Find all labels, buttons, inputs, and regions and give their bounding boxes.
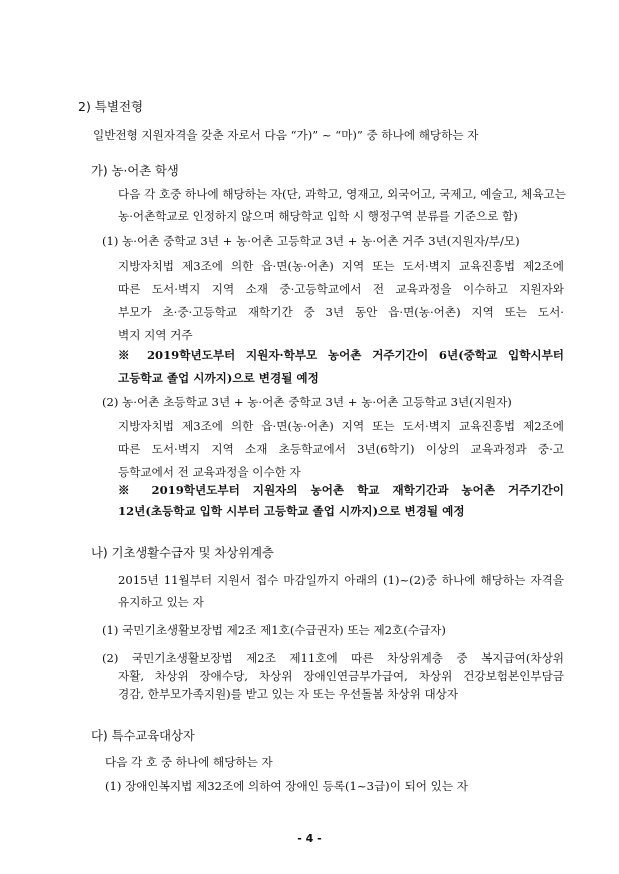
low-income-item-2-line-1: (2) 국민기초생활보장법 제2조 제11호에 따른 차상위계층 중 복지급여(차상위 [102,651,564,665]
eligibility-sentence: 일반전형 지원자격을 갖춘 자로서 다음 “가)” ~ “마)” 중 하나에 해당하는 자 [93,128,479,142]
low-income-intro-2: 유지하고 있는 자 [118,595,204,609]
special-education-intro: 다음 각 호 중 하나에 해당하는 자 [105,755,273,769]
page-number: - 4 - [297,832,322,845]
rural-item-2-desc-1: 지방자치법 제3조에 의한 읍·면(농·어촌) 지역 또는 도서·벽지 교육진흥법 제2조에 [118,419,564,433]
low-income-item-1: (1) 국민기초생활보장법 제2조 제1호(수급권자) 또는 제2호(수급자) [102,623,446,637]
subsection-heading-rural: 가) 농·어촌 학생 [91,164,179,178]
rural-item-1-desc-2: 따른 도서·벽지 지역 소재 중·고등학교에서 전 교육과정을 이수하고 지원자와 [118,282,564,296]
low-income-item-2-line-3: 경감, 한부모가족지원)를 받고 있는 자 또는 우선돌봄 차상위 대상자 [118,687,459,701]
subsection-heading-special-education: 다) 특수교육대상자 [91,729,195,743]
rural-item-2-desc-3: 등학교에서 전 교육과정을 이수한 자 [118,465,301,479]
low-income-item-2-line-2: 자활, 차상위 장애수당, 차상위 장애인연금부가급여, 차상위 건강보험본인부담금 [118,669,564,683]
rural-item-1-desc-3: 부모가 초·중·고등학교 재학기간 중 3년 동안 읍·면(농·어촌) 지역 또는 도서· [118,305,564,319]
rural-item-1-note-2: 고등학교 졸업 시까지)으로 변경될 예정 [118,371,319,385]
rural-item-1-note-1: ※ 2019학년도부터 지원자·학부모 농어촌 거주기간이 6년(중학교 입학시부터 [118,348,564,362]
rural-item-2-note-2: 12년(초등학교 입학 시부터 고등학교 졸업 시까지)으로 변경될 예정 [118,504,465,518]
special-education-item-1: (1) 장애인복지법 제32조에 의하여 장애인 등록(1~3급)이 되어 있는 자 [105,779,468,793]
rural-intro-line-1: 다음 각 호중 하나에 해당하는 자(단, 과학고, 영재고, 외국어고, 국제고, 예술고, 체육고는 [118,187,566,201]
section-heading-special-admission: 2) 특별전형 [78,99,144,114]
rural-item-2-note-1: ※ 2019학년도부터 지원자의 농어촌 학교 재학기간과 농어촌 거주기간이 [118,483,564,497]
rural-item-1-desc-4: 벽지 지역 거주 [118,328,193,342]
rural-item-1-title: (1) 농·어촌 중학교 3년 + 농·어촌 고등학교 3년 + 농·어촌 거주 3년(지원자/부/모) [102,234,520,248]
subsection-heading-low-income: 나) 기초생활수급자 및 차상위계층 [91,546,274,560]
low-income-intro-1: 2015년 11월부터 지원서 접수 마감일까지 아래의 (1)~(2)중 하나에 해당하는 자격을 [118,573,564,587]
rural-item-1-desc-1: 지방자치법 제3조에 의한 읍·면(농·어촌) 지역 또는 도서·벽지 교육진흥법 제2조에 [118,259,564,273]
rural-item-2-title: (2) 농·어촌 초등학교 3년 + 농·어촌 중학교 3년 + 농·어촌 고등학교 3년(지원자) [102,395,512,409]
rural-item-2-desc-2: 따른 도서·벽지 지역 소재 초등학교에서 3년(6학기) 이상의 교육과정과 중·고 [118,442,564,456]
rural-intro-line-2: 농·어촌학교로 인정하지 않으며 해당학교 입학 시 행정구역 분류를 기준으로 함) [118,209,518,223]
